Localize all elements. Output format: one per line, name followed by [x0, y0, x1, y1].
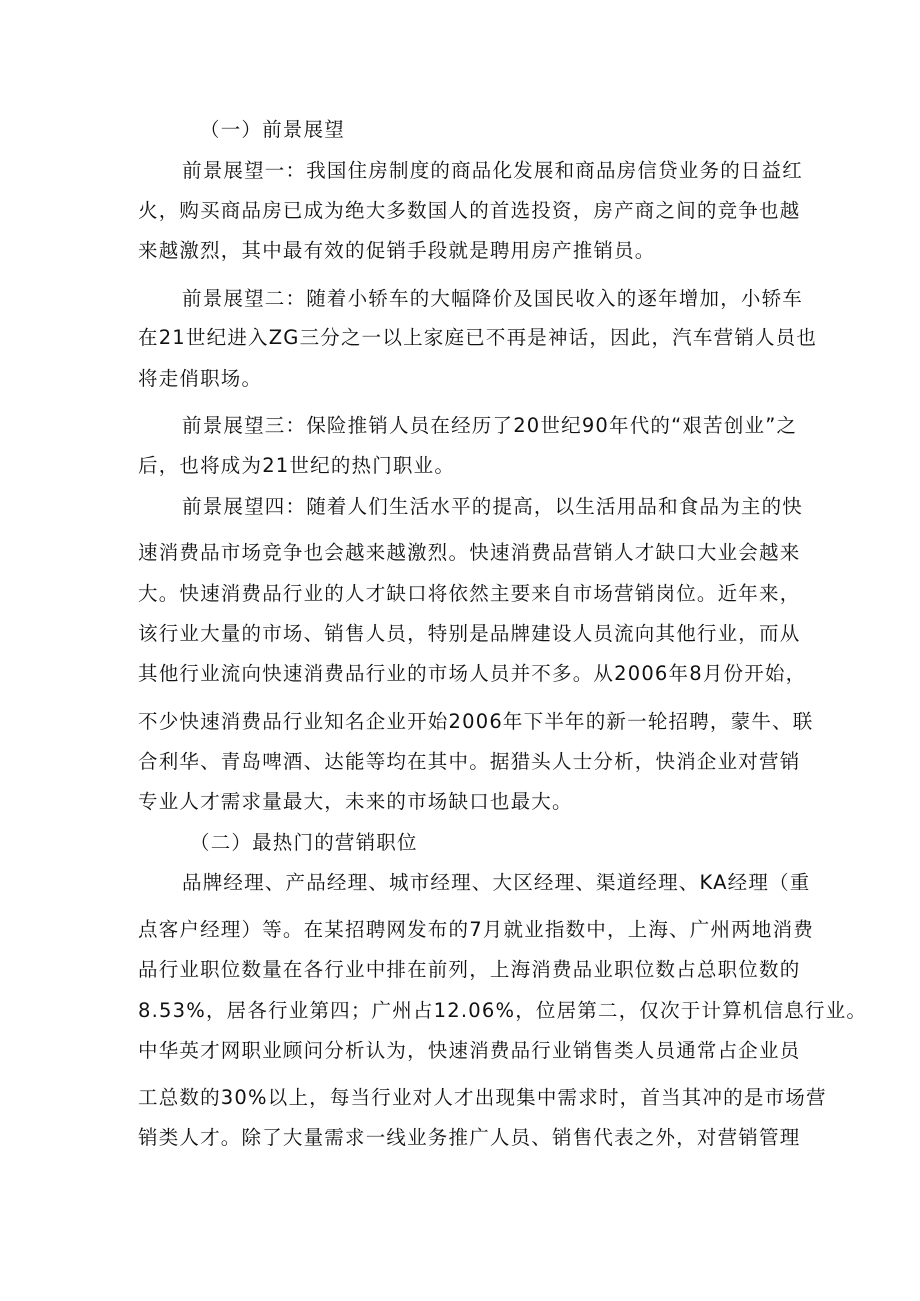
paragraph-line: 将走俏职场。 [138, 367, 263, 390]
paragraph-line: 工总数的30%以上，每当行业对人才出现集中需求时，首当其冲的是市场营 [138, 1086, 827, 1109]
paragraph-line: 前景展望三：保险推销人员在经历了20世纪90年代的“艰苦创业”之 [182, 414, 798, 437]
paragraph-line: 中华英才网职业顾问分析认为，快速消费品行业销售类人员通常占企业员 [138, 1039, 801, 1062]
paragraph-line: 该行业大量的市场、销售人员，特别是品牌建设人员流向其他行业，而从 [138, 622, 801, 645]
paragraph-line: 火，购买商品房已成为绝大多数国人的首选投资，房产商之间的竞争也越 [138, 199, 801, 222]
paragraph-line: 速消费品市场竞争也会越来越激烈。快速消费品营销人才缺口大业会越来 [138, 541, 801, 564]
section-heading-prospects: （一）前景展望 [200, 118, 345, 141]
paragraph-line: 品行业职位数量在各行业中排在前列，上海消费品业职位数占总职位数的 [138, 958, 801, 981]
paragraph-line: 大。快速消费品行业的人才缺口将依然主要来自市场营销岗位。近年来， [138, 582, 801, 605]
paragraph-line: 合利华、青岛啤酒、达能等均在其中。据猎头人士分析，快消企业对营销 [138, 750, 801, 773]
paragraph-line: 不少快速消费品行业知名企业开始2006年下半年的新一轮招聘，蒙牛、联 [138, 710, 814, 733]
paragraph-line: 前景展望二：随着小轿车的大幅降价及国民收入的逐年增加，小轿车 [182, 287, 804, 310]
paragraph-line: 专业人才需求量最大，未来的市场缺口也最大。 [138, 790, 573, 813]
paragraph-line: 其他行业流向快速消费品行业的市场人员并不多。从2006年8月份开始， [138, 662, 807, 685]
paragraph-line: 8.53%，居各行业第四；广州占12.06%，位居第二，仅次于计算机信息行业。 [138, 999, 868, 1022]
paragraph-line: 品牌经理、产品经理、城市经理、大区经理、渠道经理、KA经理（重 [182, 871, 811, 894]
section-heading-hot-positions: （二）最热门的营销职位 [190, 831, 418, 854]
paragraph-line: 销类人才。除了大量需求一线业务推广人员、销售代表之外，对营销管理 [138, 1126, 801, 1149]
paragraph-line: 点客户经理）等。在某招聘网发布的7月就业指数中，上海、广州两地消费 [138, 918, 815, 941]
paragraph-line: 来越激烈，其中最有效的促销手段就是聘用房产推销员。 [138, 239, 656, 262]
paragraph-line: 后，也将成为21世纪的热门职业。 [138, 454, 456, 477]
paragraph-line: 前景展望一：我国住房制度的商品化发展和商品房信贷业务的日益红 [182, 159, 804, 182]
paragraph-line: 前景展望四：随着人们生活水平的提高，以生活用品和食品为主的快 [182, 495, 804, 518]
paragraph-line: 在21世纪进入ZG三分之一以上家庭已不再是神话，因此，汽车营销人员也 [138, 326, 818, 349]
